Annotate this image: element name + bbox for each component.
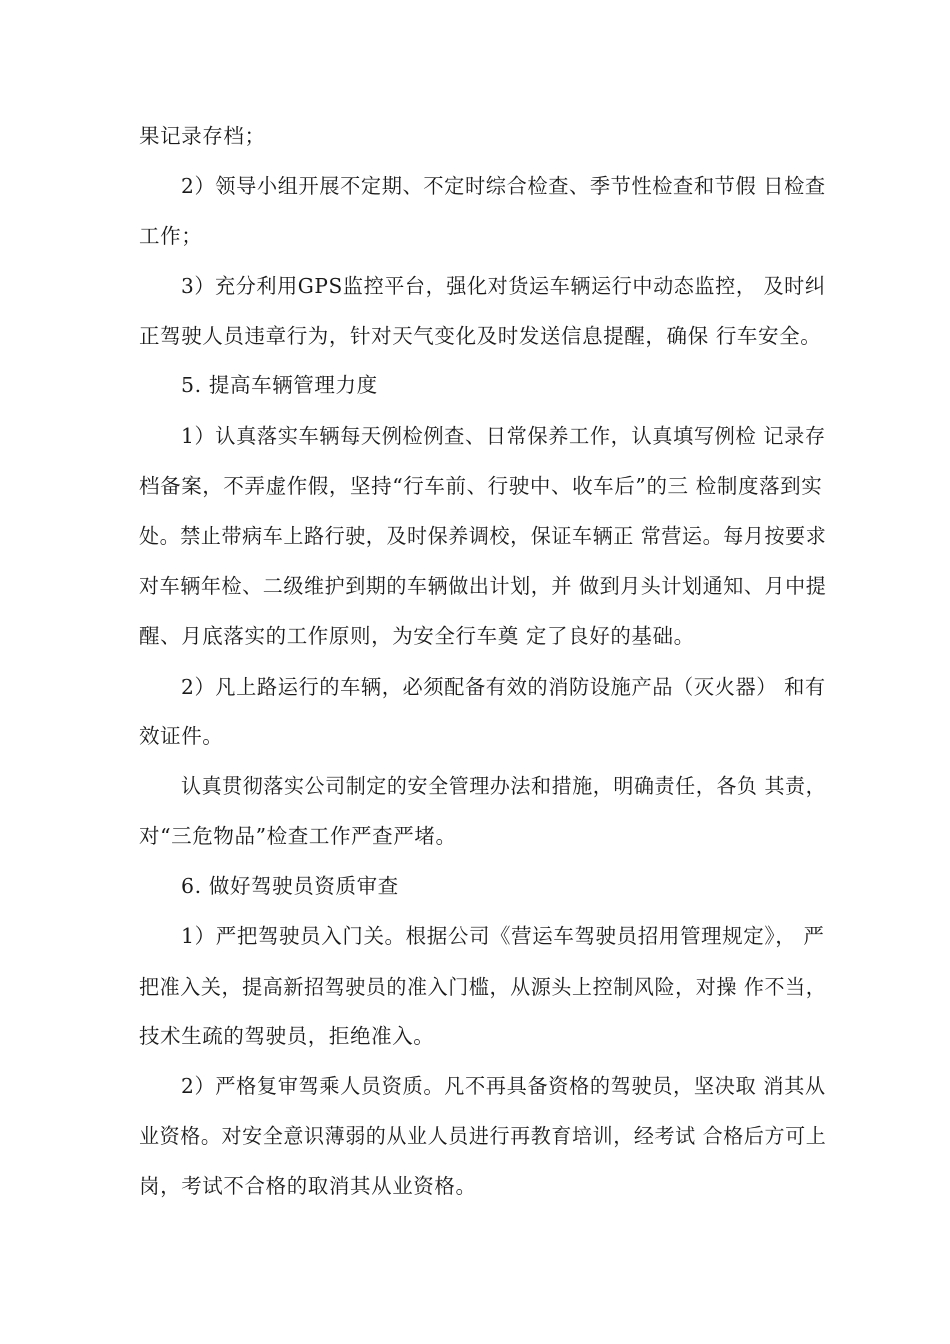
section-heading: 6. 做好驾驶员资质审查: [181, 874, 399, 898]
text-line: 1）认真落实车辆每天例检例查、日常保养工作，认真填写例检 记录存: [181, 424, 826, 448]
text-line: 业资格。对安全意识薄弱的从业人员进行再教育培训，经考试 合格后方可上: [139, 1124, 827, 1148]
text-line: 对“三危物品”检查工作严查严堵。: [139, 824, 457, 848]
text-line: 果记录存档；: [139, 124, 266, 148]
text-line: 效证件。: [139, 724, 224, 748]
text-line: 技术生疏的驾驶员，拒绝准入。: [139, 1024, 435, 1048]
text-line: 认真贯彻落实公司制定的安全管理办法和措施，明确责任，各负 其责，: [181, 774, 827, 798]
text-line: 对车辆年检、二级维护到期的车辆做出计划，并 做到月头计划通知、月中提: [139, 574, 827, 598]
text-line: 档备案，不弄虚作假，坚持“行车前、行驶中、收车后”的三 检制度落到实: [139, 474, 823, 498]
text-line: 醒、月底落实的工作原则，为安全行车奠 定了良好的基础。: [139, 624, 695, 648]
text-line: 工作；: [139, 224, 203, 248]
text-line: 2）领导小组开展不定期、不定时综合检查、季节性检查和节假 日检查: [181, 174, 826, 198]
text-line: 岗，考试不合格的取消其从业资格。: [139, 1174, 477, 1198]
text-line: 1）严把驾驶员入门关。根据公司《营运车驾驶员招用管理规定》， 严: [181, 924, 825, 948]
section-heading: 5. 提高车辆管理力度: [181, 373, 378, 397]
text-line: 3）充分利用GPS监控平台，强化对货运车辆运行中动态监控， 及时纠: [181, 274, 826, 298]
text-line: 处。禁止带病车上路行驶，及时保养调校，保证车辆正 常营运。每月按要求: [139, 524, 827, 548]
text-line: 正驾驶人员违章行为，针对天气变化及时发送信息提醒，确保 行车安全。: [139, 324, 822, 348]
text-line: 2）凡上路运行的车辆，必须配备有效的消防设施产品（灭火器） 和有: [181, 675, 826, 699]
text-line: 把准入关，提高新招驾驶员的准入门槛，从源头上控制风险，对操 作不当，: [139, 975, 827, 999]
text-line: 2）严格复审驾乘人员资质。凡不再具备资格的驾驶员，坚决取 消其从: [181, 1074, 826, 1098]
